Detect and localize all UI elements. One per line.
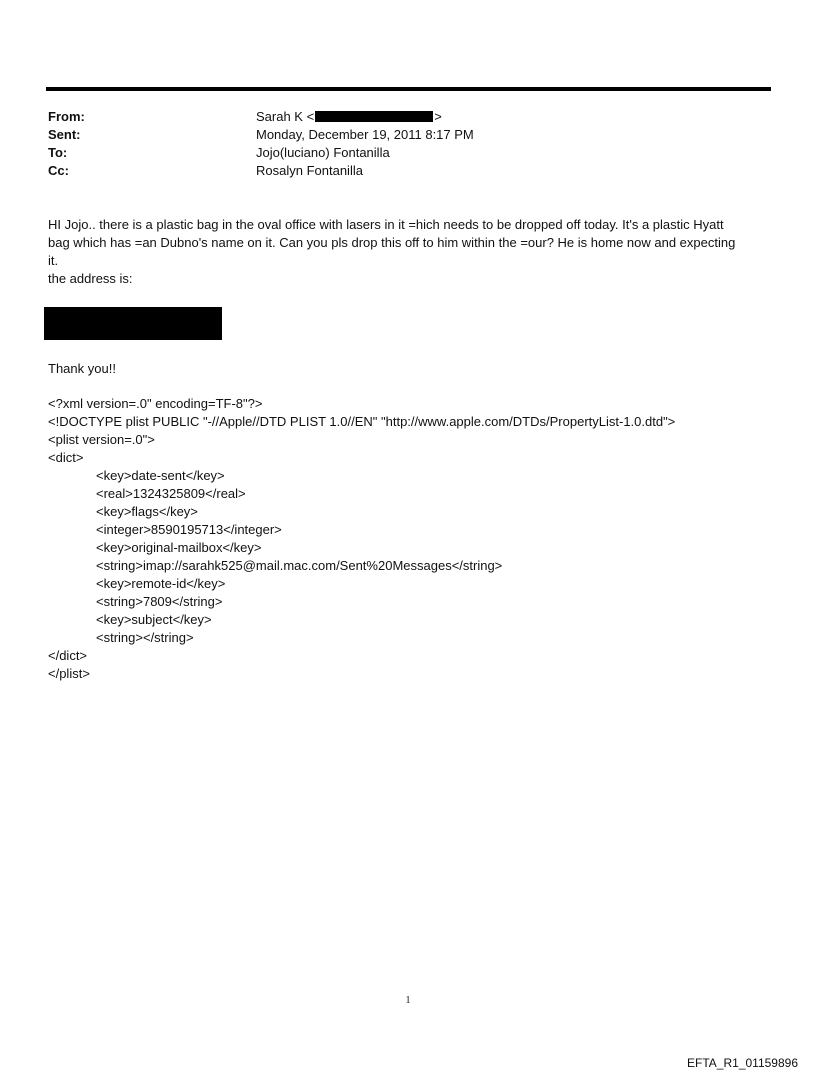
plist-line: <string></string> bbox=[96, 630, 194, 645]
sent-value: Monday, December 19, 2011 8:17 PM bbox=[256, 127, 474, 142]
from-value bbox=[256, 108, 442, 126]
sent-label: Sent: bbox=[48, 127, 81, 142]
body-line: HI Jojo.. there is a plastic bag in the oval office with lasers in it =hich needs to be dropped off today. It's a plastic Hyatt bbox=[48, 217, 724, 232]
plist-line: <key>flags</key> bbox=[96, 504, 198, 519]
to-label: To: bbox=[48, 145, 68, 160]
from-suffix: > bbox=[434, 109, 442, 124]
plist-line: <key>original-mailbox</key> bbox=[96, 540, 262, 555]
body-line: bag which has =an Dubno's name on it. Can you pls drop this off to him within the =our? He is home now and expecting bbox=[48, 235, 736, 250]
plist-line: <dict> bbox=[48, 450, 84, 465]
redacted-address-block bbox=[44, 307, 222, 340]
plist-line: </dict> bbox=[48, 648, 88, 663]
from-name: Sarah K < bbox=[256, 109, 315, 124]
cc-row bbox=[48, 162, 768, 180]
plist-line: <plist version=.0"> bbox=[48, 432, 155, 447]
email-header bbox=[48, 108, 768, 180]
header-rule bbox=[46, 87, 771, 91]
plist-line: </plist> bbox=[48, 666, 90, 681]
body-line: the address is: bbox=[48, 271, 133, 286]
thank-you-line: Thank you!! bbox=[48, 361, 116, 376]
sent-row bbox=[48, 126, 768, 144]
redacted-email-address bbox=[315, 111, 433, 122]
to-row bbox=[48, 144, 768, 162]
plist-line: <string>imap://sarahk525@mail.mac.com/Sent%20Messages</string> bbox=[96, 558, 503, 573]
to-value: Jojo(luciano) Fontanilla bbox=[256, 145, 390, 160]
plist-line: <?xml version=.0" encoding=TF-8"?> bbox=[48, 396, 263, 411]
plist-line: <key>date-sent</key> bbox=[96, 468, 225, 483]
from-label: From: bbox=[48, 109, 85, 124]
plist-line: <!DOCTYPE plist PUBLIC "-//Apple//DTD PLIST 1.0//EN" "http://www.apple.com/DTDs/PropertyList-1.0.dtd"> bbox=[48, 414, 676, 429]
email-body bbox=[48, 216, 768, 288]
cc-value: Rosalyn Fontanilla bbox=[256, 163, 363, 178]
plist-line: <real>1324325809</real> bbox=[96, 486, 246, 501]
plist-line: <integer>8590195713</integer> bbox=[96, 522, 282, 537]
plist-line: <string>7809</string> bbox=[96, 594, 223, 609]
plist-line: <key>subject</key> bbox=[96, 612, 212, 627]
bates-number: EFTA_R1_01159896 bbox=[687, 1056, 798, 1070]
body-line: it. bbox=[48, 253, 59, 268]
from-row bbox=[48, 108, 768, 126]
cc-label: Cc: bbox=[48, 163, 69, 178]
plist-line: <key>remote-id</key> bbox=[96, 576, 226, 591]
page-number: 1 bbox=[405, 995, 411, 1006]
plist-metadata bbox=[48, 395, 788, 683]
